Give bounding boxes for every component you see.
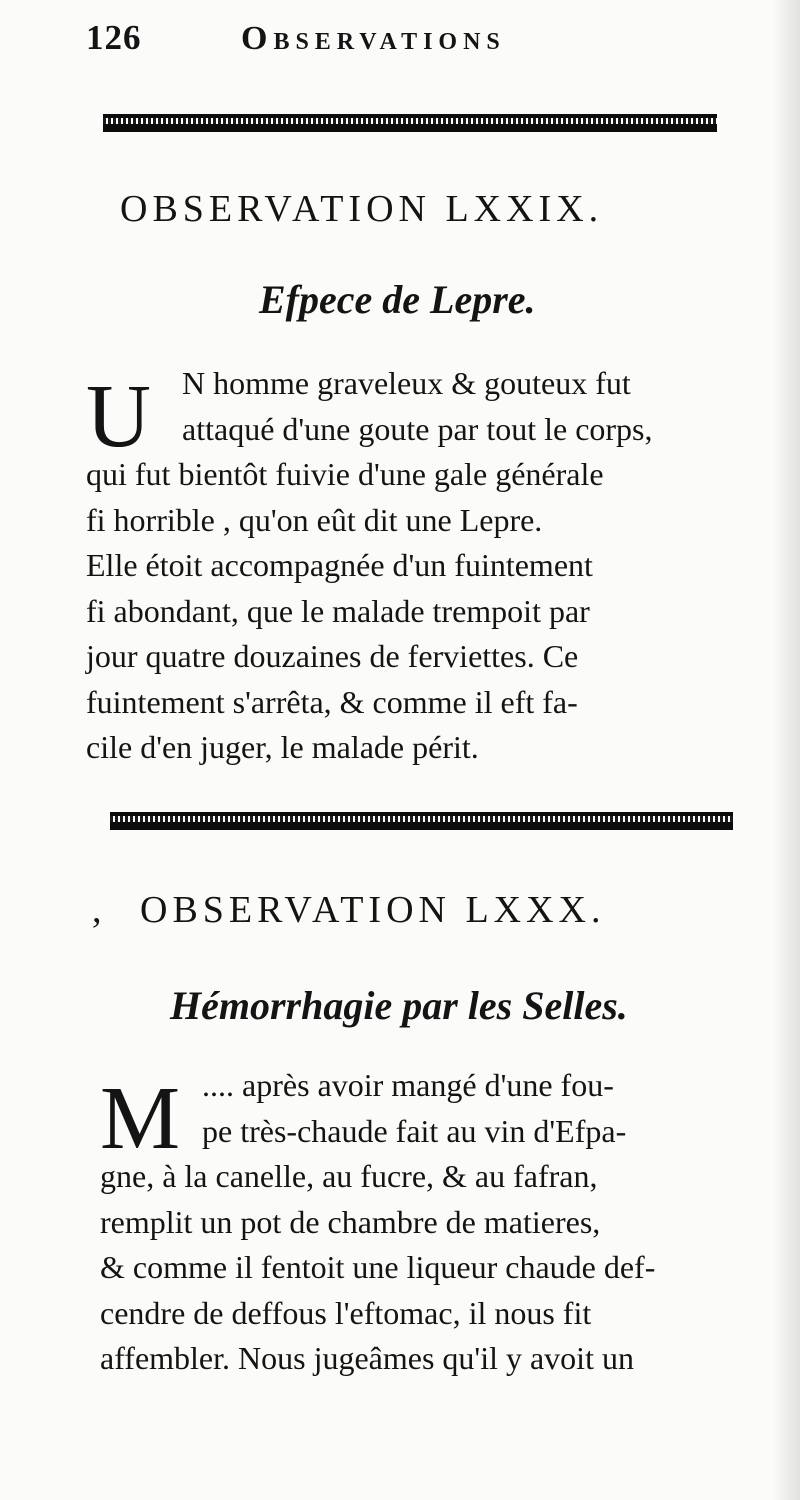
- line-text: qui fut bientôt fuivie d'une gale générale: [86, 456, 604, 492]
- line-text: Elle étoit accompagnée d'un fuintement: [86, 547, 593, 583]
- line-text: affembler. Nous jugeâmes qu'il y avoit un: [100, 1340, 634, 1376]
- paragraph-line: [86, 729, 752, 775]
- line-text: fuintement s'arrêta, & comme il eft fa-: [86, 683, 578, 720]
- paragraph-line: [100, 1295, 760, 1341]
- running-title: Observations: [241, 20, 506, 57]
- line-text: gne, à la canelle, au fucre, & au fafran,: [100, 1158, 598, 1194]
- observation-79-paragraph: [86, 365, 752, 775]
- paragraph-line: [182, 365, 752, 411]
- running-head: [86, 18, 746, 68]
- line-text: & comme il fentoit une liqueur chaude def-: [100, 1249, 656, 1285]
- paragraph-line: [100, 1158, 760, 1204]
- paragraph-line: [86, 456, 752, 502]
- line-text: remplit un pot de chambre de matieres,: [100, 1203, 601, 1240]
- line-text: cendre de deffous l'eftomac, il nous fit: [100, 1294, 592, 1331]
- line-text: jour quatre douzaines de ferviettes. Ce: [86, 638, 579, 674]
- observation-79-heading: OBSERVATION LXXIX.: [120, 188, 604, 230]
- observation-80-drop-cap: M: [100, 1069, 181, 1168]
- paragraph-line: [86, 547, 752, 593]
- line-text: fi abondant, que le malade trempoit par: [86, 592, 590, 629]
- paragraph-line: [100, 1204, 760, 1250]
- observation-80-subtitle: Hémorrhagie par les Selles.: [170, 983, 628, 1028]
- page-number: 126: [86, 18, 142, 57]
- paragraph-line: [100, 1249, 760, 1295]
- paragraph-line: [100, 1340, 760, 1386]
- line-text: fi horrible , qu'on eût dit une Lepre.: [86, 501, 543, 538]
- line-text: cile d'en juger, le malade périt.: [86, 729, 479, 765]
- paragraph-line: [202, 1113, 760, 1159]
- observation-79-drop-cap: U: [86, 367, 151, 466]
- paragraph-line: [86, 593, 752, 639]
- paragraph-line: [86, 502, 752, 548]
- observation-80-heading: , OBSERVATION LXXX.: [140, 888, 606, 932]
- ornamental-rule-top: [103, 114, 717, 132]
- paragraph-line: [182, 411, 752, 457]
- ornamental-rule-middle: [110, 812, 733, 830]
- paragraph-line: [202, 1067, 760, 1113]
- paragraph-line: [86, 638, 752, 684]
- line-text: pe très-chaude fait au vin d'Efpa-: [202, 1112, 627, 1149]
- line-text: .... après avoir mangé d'une fou-: [202, 1067, 614, 1103]
- paragraph-line: [86, 684, 752, 730]
- observation-79-subtitle: Efpece de Lepre.: [259, 277, 536, 322]
- observation-80-paragraph: [100, 1067, 760, 1386]
- line-text: N homme graveleux & gouteux fut: [182, 365, 631, 401]
- line-text: attaqué d'une goute par tout le corps,: [182, 410, 653, 447]
